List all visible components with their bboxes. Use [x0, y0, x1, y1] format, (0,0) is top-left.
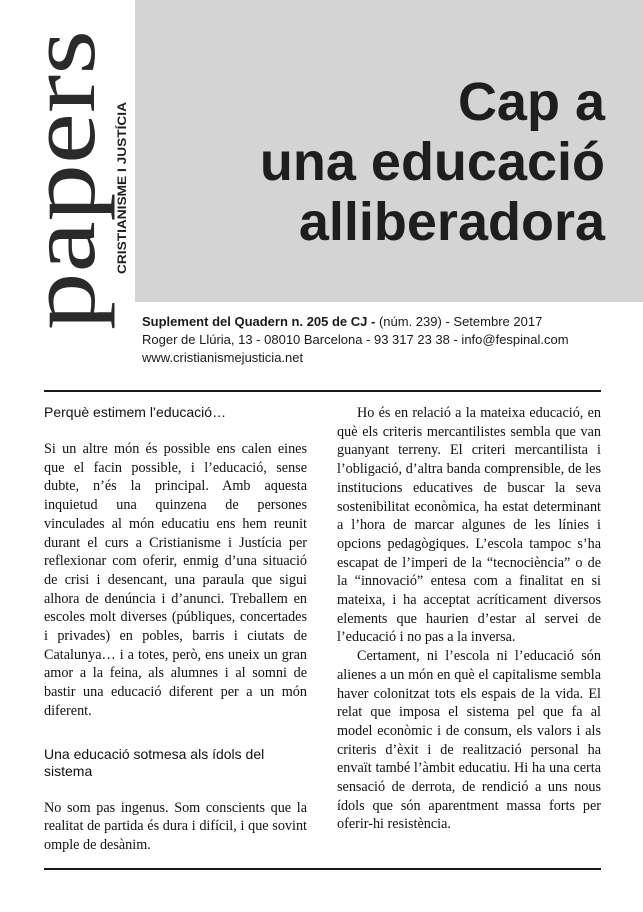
title-line: Cap a	[457, 72, 605, 132]
publication-info	[142, 313, 632, 367]
issue-line	[142, 313, 632, 331]
brand-name: papers	[8, 79, 115, 330]
header-panel	[135, 0, 643, 302]
paragraph: Si un altre món és possible ens calen eines que el facin possible, i l’educació, sense dubte, n’és la principal. Amb aquesta inquietud una quinzena de persones vinculades al món educatiu ens hem reunit durant el curs a Cristianisme i Justícia per reflexionar com oferir, enmig d’una situació de crisi i desencant, una paraula que sigui alhora de denúncia i d’anunci. Treballem en escoles molt diverses (públiques, concertades i privades) en pobles, barris i ciutats de Catalunya… i a totes, però, ens uneix un gran amor a la feina, als alumnes i al somni de bastir una educació diferent per a un món diferent.	[44, 441, 307, 719]
title-line: una educació	[259, 132, 605, 192]
section-heading: Perquè estimem l’educació…	[44, 404, 227, 420]
issue-number: (núm. 239)	[378, 314, 442, 329]
article-column-left	[44, 404, 307, 855]
section-heading: Una educació sotmesa als ídols del sistema	[44, 745, 265, 779]
contact-address: Roger de Llúria, 13 - 08010 Barcelona - 93 317 23 38 - info@fespinal.com	[142, 332, 569, 347]
top-divider	[44, 390, 601, 392]
bottom-divider	[44, 868, 601, 870]
brand-logo	[8, 0, 135, 336]
brand-tagline: CRISTIANISME I JUSTÍCIA	[117, 129, 129, 274]
paragraph: No som pas ingenus. Som conscients que la realitat de partida és dura i difícil, i que sovint omple de desànim.	[44, 799, 307, 853]
page-title	[260, 72, 605, 252]
issue-date: - Setembre 2017	[445, 314, 543, 329]
paragraph: Ho és en relació a la mateixa educació, en què els criteris mercantilistes sembla que van guanyant terreny. El criteri mercantilista i l’obligació, d’altra banda comprensible, de les institucions educatives de buscar la seva sostenibilitat econòmica, ha estat determinant a l’hora de marcar algunes de les línies i opcions pedagògiques. L’escola tampoc s’ha escapat de l’imperi de la “tecnociència” o de la “innovació” entesa com a finalitat en si mateixa, i ha acceptat acríticament diversos elements que haurien d’estar al servei de l’educació i no pas a la inversa.	[337, 405, 601, 646]
paragraph: Certament, ni l’escola ni l’educació són alienes a un món en què el capitalisme sembla haver colonitzat tots els espais de la vida. El relat que imposa el sistema pel que fa al model econòmic i de consum, els valors i als criteris d’èxit i de realització personal ha envaït també l’àmbit educatiu. Hi ha una certa sensació de derrota, de rendició a uns nous ídols que són aparentment massa forts per oferir-hi resistència.	[337, 648, 601, 833]
title-line: alliberadora	[298, 192, 605, 252]
article-column-right	[337, 404, 601, 834]
website-link[interactable]: www.cristianismejusticia.net	[142, 350, 304, 365]
supplement-label: Suplement del Quadern n. 205 de CJ -	[142, 314, 376, 329]
brand-logo-graphic	[8, 0, 135, 336]
